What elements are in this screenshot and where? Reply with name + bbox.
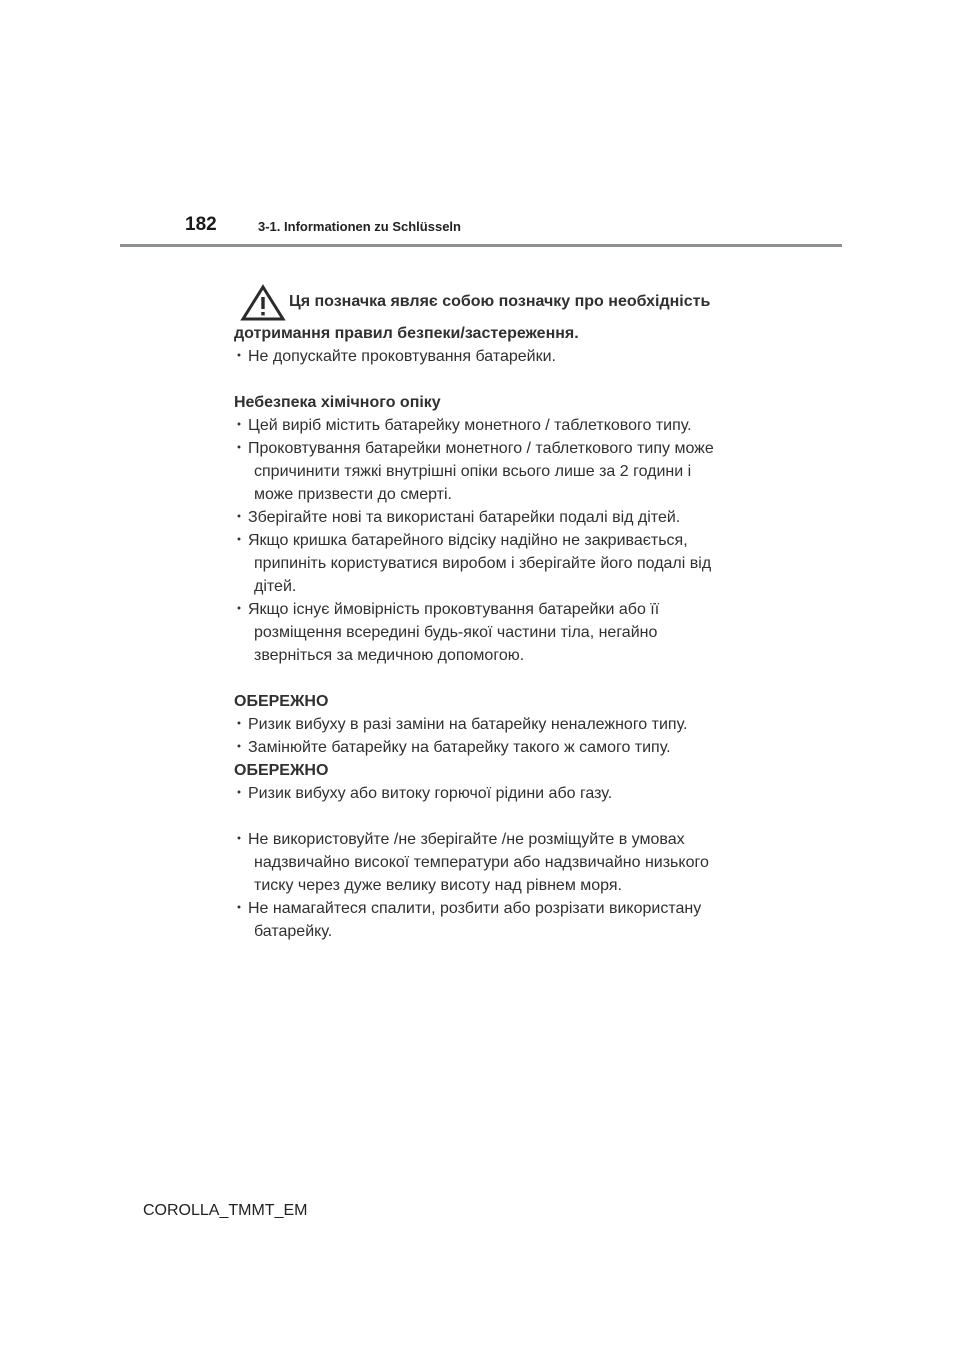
document-code: COROLLA_TMMT_EM [143,1202,308,1219]
list-item: ･ Не допускайте проковтування батарейки. [234,348,556,365]
list-item: ･ Якщо кришка батарейного відсіку надійно не закривається, припиніть користуватися виробом і зберігайте його подалі від дітей. [234,532,712,595]
section-title: 3-1. Informationen zu Schlüsseln [258,219,461,234]
list-item: ･ Замінюйте батарейку на батарейку такого ж самого типу. [234,739,671,756]
warning-title-line1: Ця позначка являє собою позначку про необхідність [289,293,711,310]
list-item: ･ Проковтування батарейки монетного / таблеткового типу може спричинити тяжкі внутрішні опіки всього лише за 2 години і може призвести до смерті. [234,440,714,503]
list-item: ･ Не намагайтеся спалити, розбити або розрізати використану батарейку. [234,900,702,940]
list-item: ･ Не використовуйте /не зберігайте /не розміщуйте в умовах надзвичайно високої температури або надзвичайно низького тиску через дуже велику висоту над рівнем моря. [234,831,709,894]
caution-heading: ОБЕРЕЖНО [234,762,329,779]
list-item: ･ Зберігайте нові та використані батарейки подалі від дітей. [234,509,681,526]
list-item: ･ Якщо існує ймовірність проковтування батарейки або її розміщення всередині будь-якої частини тіла, негайно зверніться за медичною допомогою. [234,601,660,664]
list-item: ･ Ризик вибуху або витоку горючої рідини або газу. [234,785,613,802]
warning-title-line2: дотримання правил безпеки/застереження. [234,325,579,342]
page-number: 182 [185,214,217,235]
chemical-burn-heading: Небезпека хімічного опіку [234,394,441,411]
page-content [234,290,724,943]
header-rule [120,244,842,247]
list-item: ･ Ризик вибуху в разі заміни на батарейку неналежного типу. [234,716,688,733]
warning-triangle-icon [239,284,287,322]
list-item: ･ Цей виріб містить батарейку монетного / таблеткового типу. [234,417,692,434]
caution-heading: ОБЕРЕЖНО [234,693,329,710]
warning-heading [234,290,724,322]
